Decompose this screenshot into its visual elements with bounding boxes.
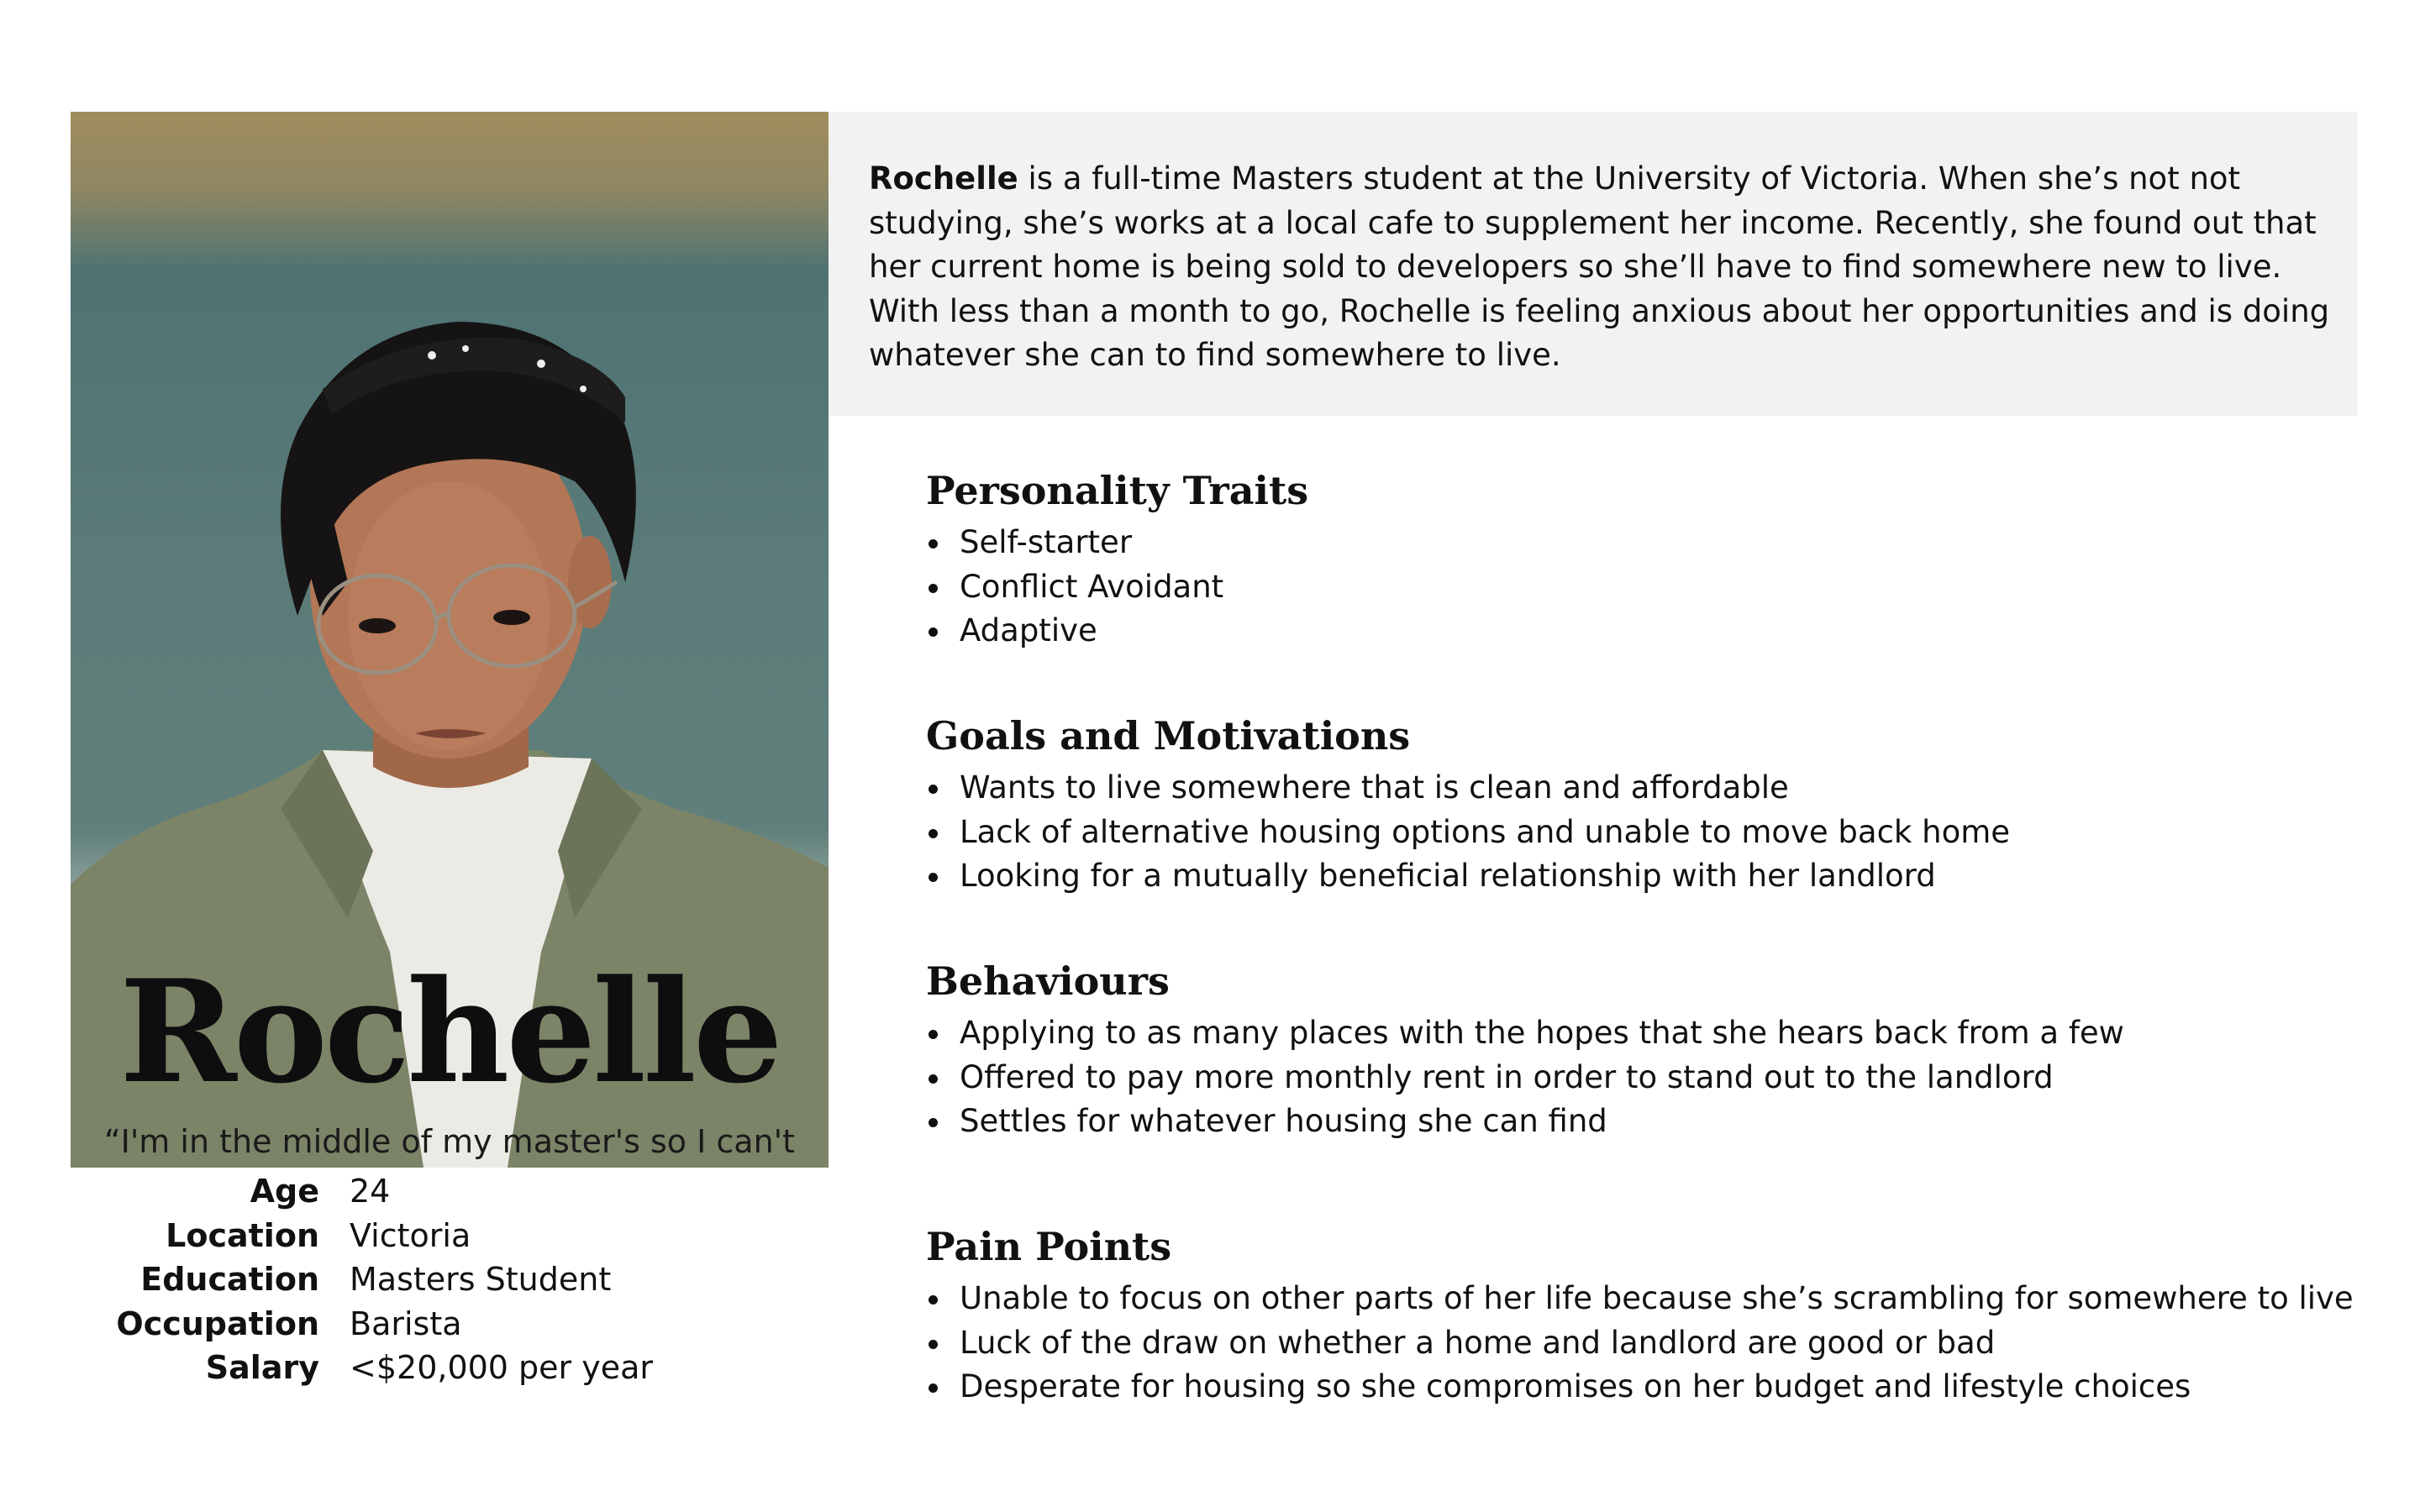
bio-name: Rochelle — [869, 160, 1018, 197]
persona-photo-card — [71, 112, 829, 1168]
section-title: Goals and Motivations — [926, 713, 1411, 759]
detail-row-location — [101, 1214, 689, 1258]
detail-row-occupation — [101, 1302, 689, 1347]
section-list — [926, 521, 2354, 654]
list-item: Lack of alternative housing options and unable to move back home — [926, 811, 2354, 855]
list-item: Settles for whatever housing she can find — [926, 1100, 2354, 1144]
detail-value: 24 — [350, 1173, 391, 1210]
section-title: Behaviours — [926, 958, 1170, 1004]
detail-row-education — [101, 1257, 689, 1302]
section-behaviours — [926, 954, 2354, 1144]
detail-value: Barista — [350, 1305, 462, 1342]
section-list — [926, 1277, 2354, 1410]
list-item: Adaptive — [926, 609, 2354, 654]
persona-quote: “I'm in the middle of my master's so I can't — [103, 1123, 796, 1160]
list-item: Self-starter — [926, 521, 2354, 565]
detail-label: Salary — [205, 1349, 319, 1386]
detail-value: Masters Student — [350, 1261, 612, 1298]
detail-label: Location — [166, 1216, 319, 1254]
persona-name-heading: Rochelle — [119, 948, 780, 1115]
list-item: Conflict Avoidant — [926, 565, 2354, 610]
list-item: Unable to focus on other parts of her life because she’s scrambling for somewhere to live — [926, 1277, 2354, 1321]
list-item: Applying to as many places with the hopes that she hears back from a few — [926, 1011, 2354, 1056]
list-item: Wants to live somewhere that is clean and affordable — [926, 766, 2354, 811]
section-title: Personality Traits — [926, 468, 1309, 513]
section-title: Pain Points — [926, 1224, 1172, 1269]
persona-details — [101, 1169, 689, 1390]
list-item: Offered to pay more monthly rent in order to stand out to the landlord — [926, 1056, 2354, 1100]
detail-label: Occupation — [116, 1305, 319, 1342]
section-pain-points — [926, 1220, 2354, 1410]
section-list — [926, 766, 2354, 899]
bio-text — [869, 157, 2331, 378]
bio-body: is a full-time Masters student at the University of Victoria. When she’s not not studying, she’s works at a local cafe to supplement her income. Recently, she found out that her current home is being sold to developers so she’ll have to find somewhere new to live. With less than a month to go, Rochelle is feeling anxious about her opportunities and is doing whatever she can to find somewhere to live. — [869, 160, 2330, 373]
list-item: Desperate for housing so she compromises on her budget and lifestyle choices — [926, 1365, 2354, 1410]
detail-row-age — [101, 1169, 689, 1214]
detail-label: Education — [140, 1261, 319, 1298]
detail-value: <$20,000 per year — [350, 1349, 654, 1386]
section-goals-and-motivations — [926, 709, 2354, 899]
list-item: Luck of the draw on whether a home and landlord are good or bad — [926, 1321, 2354, 1366]
bio-panel — [829, 112, 2358, 416]
detail-row-salary — [101, 1346, 689, 1390]
section-personality-traits — [926, 464, 2354, 654]
detail-value: Victoria — [350, 1216, 471, 1254]
detail-label: Age — [250, 1173, 319, 1210]
list-item: Looking for a mutually beneficial relationship with her landlord — [926, 854, 2354, 899]
section-list — [926, 1011, 2354, 1144]
